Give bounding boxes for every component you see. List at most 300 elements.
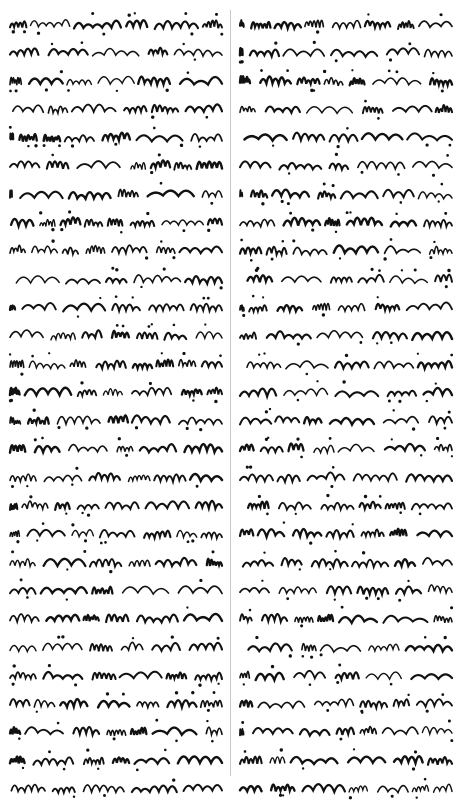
ink-dot	[329, 568, 331, 570]
ink-stroke	[180, 77, 222, 85]
ink-dot	[371, 267, 374, 270]
ink-stroke	[275, 22, 301, 28]
ink-dot	[45, 88, 48, 91]
ink-dot	[267, 437, 269, 439]
ink-dot	[262, 296, 264, 298]
ink-stroke	[185, 276, 222, 283]
ink-stroke	[16, 276, 59, 283]
ink-stroke	[106, 278, 127, 283]
ink-stroke	[131, 221, 155, 226]
ink-dot	[342, 380, 345, 383]
ink-dot	[332, 184, 335, 187]
ink-dot	[140, 285, 142, 287]
verse-line	[234, 234, 456, 262]
ink-stroke	[137, 615, 178, 623]
ink-stroke	[393, 106, 432, 112]
ink-dot	[271, 258, 274, 261]
ink-stroke	[92, 587, 112, 594]
ink-stroke	[46, 615, 79, 621]
ink-dot	[51, 43, 53, 45]
verse-column-left	[4, 8, 226, 778]
ink-stroke	[383, 189, 414, 196]
ink-stroke	[78, 505, 99, 509]
ink-dot	[171, 635, 174, 638]
ink-dot	[242, 314, 245, 317]
ink-dot	[339, 738, 342, 741]
ink-stroke	[435, 274, 452, 281]
ink-dot	[266, 513, 269, 516]
verse-line	[234, 687, 456, 715]
ink-dot	[211, 740, 214, 743]
ink-dot	[136, 768, 139, 771]
ink-stroke	[282, 558, 302, 565]
ink-dot	[116, 324, 119, 327]
ink-stroke	[65, 135, 94, 141]
ink-stroke	[208, 219, 222, 225]
ink-dot	[240, 60, 243, 63]
calligraphy-ink	[234, 432, 456, 460]
ink-stroke	[10, 305, 15, 310]
ink-stroke	[90, 643, 112, 651]
ink-dot	[84, 540, 87, 543]
ink-stroke	[249, 305, 267, 311]
ink-stroke	[318, 615, 333, 622]
ink-stroke	[385, 246, 421, 253]
ink-stroke	[89, 473, 120, 480]
ink-stroke	[376, 304, 400, 310]
ink-stroke	[307, 107, 353, 114]
ink-dot	[97, 767, 99, 769]
ink-dot	[289, 654, 292, 657]
ink-stroke	[74, 21, 121, 29]
ink-dot	[155, 719, 158, 722]
ink-dot	[199, 579, 202, 582]
ink-dot	[306, 372, 309, 375]
ink-dot	[219, 286, 222, 289]
ink-stroke	[391, 221, 416, 227]
ink-stroke	[339, 616, 377, 623]
verse-line	[234, 121, 456, 149]
ink-dot	[398, 400, 401, 403]
ink-stroke	[373, 78, 421, 85]
verse-line	[234, 546, 456, 574]
ink-stroke	[157, 247, 175, 254]
ink-stroke	[78, 390, 97, 396]
ink-stroke	[197, 162, 222, 169]
ink-dot	[67, 89, 70, 92]
ink-stroke	[418, 192, 452, 199]
ink-stroke	[124, 106, 146, 112]
ink-stroke	[178, 586, 222, 593]
calligraphy-ink	[4, 772, 226, 800]
ink-stroke	[10, 645, 36, 651]
ink-dot	[286, 69, 289, 72]
ink-stroke	[122, 642, 143, 650]
ink-stroke	[248, 275, 273, 282]
ink-stroke	[358, 275, 384, 282]
calligraphy-ink	[4, 517, 226, 545]
verse-line	[234, 149, 456, 177]
ink-stroke	[112, 304, 140, 311]
ink-dot	[83, 550, 86, 553]
ink-stroke	[137, 702, 159, 707]
verse-line	[4, 93, 226, 121]
ink-stroke	[131, 728, 147, 735]
ink-stroke	[10, 728, 20, 735]
ink-stroke	[360, 727, 376, 734]
ink-stroke	[149, 304, 184, 310]
ink-dot	[337, 145, 340, 148]
ink-stroke	[44, 475, 81, 481]
verse-line	[234, 348, 456, 376]
ink-dot	[12, 682, 15, 685]
ink-dot	[407, 580, 409, 582]
ink-dot	[145, 257, 148, 260]
ink-stroke	[129, 475, 150, 481]
ink-dot	[399, 511, 402, 514]
ink-dot	[316, 380, 318, 382]
ink-dot	[175, 740, 178, 743]
ink-dot	[41, 437, 44, 440]
calligraphy-ink	[234, 376, 456, 404]
ink-stroke	[10, 77, 21, 85]
ink-dot	[435, 382, 437, 384]
ink-dot	[91, 12, 94, 15]
ink-stroke	[112, 331, 129, 338]
ink-stroke	[106, 615, 128, 622]
ink-stroke	[167, 700, 196, 707]
ink-stroke	[436, 105, 452, 113]
ink-dot	[281, 200, 284, 203]
ink-dot	[33, 409, 36, 412]
verse-line	[234, 631, 456, 659]
ink-stroke	[289, 444, 304, 452]
calligraphy-ink	[234, 659, 456, 687]
ink-stroke	[262, 614, 287, 622]
ink-stroke	[325, 218, 339, 226]
ink-dot	[149, 382, 152, 385]
ink-dot	[219, 354, 222, 357]
ink-dot	[295, 513, 297, 515]
ink-dot	[61, 635, 64, 638]
ink-dot	[172, 256, 175, 259]
ink-stroke	[240, 614, 252, 621]
ink-stroke	[240, 671, 249, 678]
ink-dot	[37, 32, 40, 35]
ink-dot	[326, 709, 329, 712]
ink-stroke	[293, 529, 321, 537]
ink-stroke	[167, 672, 187, 679]
calligraphy-ink	[4, 574, 226, 602]
ink-stroke	[25, 728, 63, 735]
ink-dot	[57, 635, 60, 638]
ink-dot	[114, 143, 117, 146]
ink-dot	[85, 427, 88, 430]
ink-stroke	[126, 20, 147, 27]
ink-stroke	[134, 275, 181, 283]
ink-stroke	[418, 361, 452, 368]
ink-dot	[51, 228, 54, 231]
ink-dot	[73, 796, 75, 798]
ink-stroke	[378, 786, 408, 793]
ink-stroke	[240, 20, 244, 27]
ink-dot	[265, 410, 268, 413]
ink-dot	[260, 69, 263, 72]
verse-line	[234, 206, 456, 234]
ink-dot	[51, 154, 54, 157]
verse-line	[4, 687, 226, 715]
ink-dot	[383, 258, 386, 261]
ink-stroke	[10, 559, 35, 566]
ink-dot	[310, 655, 313, 658]
ink-stroke	[182, 389, 202, 395]
ink-dot	[81, 42, 84, 45]
ink-stroke	[10, 531, 19, 537]
ink-stroke	[129, 560, 150, 566]
ink-stroke	[331, 277, 352, 282]
ink-stroke	[390, 276, 428, 283]
verse-line	[234, 291, 456, 319]
ink-stroke	[84, 785, 125, 792]
ink-dot	[320, 653, 323, 656]
ink-stroke	[107, 730, 126, 736]
ink-dot	[316, 30, 319, 33]
ink-dot	[240, 239, 243, 242]
ink-dot	[205, 116, 208, 119]
ink-stroke	[240, 729, 244, 736]
ink-dot	[202, 297, 205, 300]
ink-dot	[212, 550, 215, 553]
calligraphy-ink	[4, 234, 226, 262]
ink-dot	[26, 485, 28, 487]
ink-dot	[113, 738, 116, 741]
ink-dot	[60, 228, 63, 231]
ink-stroke	[19, 134, 36, 142]
ink-dot	[334, 598, 336, 600]
ink-stroke	[260, 76, 291, 83]
ink-dot	[192, 399, 195, 402]
ink-stroke	[240, 474, 273, 481]
ink-dot	[120, 231, 122, 234]
ink-stroke	[305, 20, 324, 27]
ink-dot	[444, 635, 447, 638]
ink-stroke	[253, 728, 293, 734]
ink-stroke	[279, 503, 311, 510]
ink-stroke	[207, 558, 222, 565]
ink-stroke	[108, 219, 123, 227]
ink-dot	[220, 33, 223, 36]
ink-stroke	[394, 756, 423, 763]
ink-stroke	[69, 445, 107, 452]
ink-stroke	[202, 191, 222, 197]
ink-stroke	[304, 417, 321, 423]
ink-stroke	[240, 701, 252, 708]
ink-stroke	[190, 474, 222, 481]
ink-dot	[360, 341, 363, 344]
ink-dot	[146, 212, 149, 215]
ink-stroke	[357, 587, 388, 595]
ink-stroke	[151, 161, 170, 169]
ink-dot	[364, 495, 367, 498]
ink-stroke	[240, 220, 275, 227]
ink-stroke	[120, 672, 162, 679]
verse-line	[234, 319, 456, 347]
calligraphy-ink	[4, 715, 226, 743]
ink-dot	[367, 13, 369, 15]
ink-stroke	[207, 388, 222, 395]
ink-dot	[388, 69, 391, 72]
ink-dot	[289, 212, 292, 215]
ink-stroke	[98, 76, 134, 84]
ink-dot	[48, 352, 50, 354]
ink-stroke	[330, 418, 374, 425]
ink-stroke	[245, 135, 287, 141]
ink-stroke	[240, 445, 254, 451]
ink-stroke	[57, 416, 100, 424]
ink-dot	[377, 597, 380, 600]
ink-stroke	[240, 786, 262, 791]
ink-dot	[397, 174, 400, 177]
ink-dot	[207, 709, 210, 712]
ink-stroke	[152, 105, 178, 112]
ink-dot	[66, 568, 68, 570]
ink-dot	[102, 33, 105, 36]
verse-line	[4, 772, 226, 800]
verse-line	[4, 546, 226, 574]
ink-stroke	[144, 531, 170, 538]
ink-stroke	[82, 331, 102, 338]
calligraphy-ink	[4, 461, 226, 489]
ink-stroke	[152, 643, 180, 651]
calligraphy-ink	[4, 404, 226, 432]
ink-stroke	[22, 303, 56, 310]
calligraphy-ink	[4, 178, 226, 206]
calligraphy-ink	[4, 687, 226, 715]
ink-dot	[194, 59, 196, 61]
ink-dot	[390, 238, 393, 241]
ink-dot	[353, 748, 355, 750]
ink-stroke	[84, 757, 104, 764]
ink-dot	[60, 70, 63, 73]
calligraphy-ink	[234, 121, 456, 149]
ink-dot	[160, 182, 163, 185]
ink-dot	[282, 794, 284, 796]
ink-stroke	[10, 49, 38, 55]
ink-dot	[447, 268, 450, 271]
verse-line	[4, 574, 226, 602]
ink-stroke	[11, 219, 33, 226]
ink-stroke	[174, 50, 222, 57]
ink-dot	[151, 115, 154, 118]
ink-dot	[87, 514, 90, 517]
verse-line	[234, 602, 456, 630]
verse-line	[234, 36, 456, 64]
ink-dot	[103, 794, 106, 797]
ink-stroke	[369, 644, 399, 651]
ink-stroke	[295, 617, 313, 623]
ink-stroke	[44, 558, 86, 565]
ink-dot	[360, 710, 363, 713]
verse-line	[4, 234, 226, 262]
verse-line	[4, 715, 226, 743]
verse-line	[4, 178, 226, 206]
ink-dot	[346, 211, 349, 214]
calligraphy-ink	[234, 404, 456, 432]
ink-dot	[9, 399, 12, 402]
ink-dot	[326, 494, 329, 497]
ink-stroke	[267, 247, 287, 255]
ink-dot	[339, 258, 341, 260]
ink-stroke	[153, 728, 197, 735]
ink-dot	[9, 353, 11, 355]
verse-line	[234, 178, 456, 206]
ink-stroke	[202, 361, 222, 367]
ink-stroke	[434, 616, 452, 623]
ink-stroke	[312, 559, 348, 566]
ink-dot	[330, 485, 333, 488]
ink-stroke	[186, 104, 222, 111]
ink-dot	[391, 795, 394, 798]
ink-dot	[419, 513, 422, 516]
ink-dot	[148, 325, 151, 328]
ink-dot	[261, 202, 264, 205]
calligraphy-ink	[4, 489, 226, 517]
ink-dot	[48, 750, 51, 753]
ink-stroke	[100, 530, 135, 537]
ink-stroke	[425, 50, 453, 57]
ink-dot	[118, 438, 121, 441]
ink-stroke	[177, 531, 197, 538]
ink-stroke	[278, 305, 303, 311]
verse-line	[4, 206, 226, 234]
calligraphy-ink	[234, 206, 456, 234]
ink-stroke	[293, 248, 327, 256]
ink-dot	[412, 428, 415, 431]
ink-stroke	[406, 644, 452, 650]
ink-stroke	[338, 304, 364, 311]
ink-dot	[451, 456, 453, 458]
ink-stroke	[354, 473, 397, 481]
ink-dot	[182, 43, 184, 45]
ink-stroke	[201, 533, 222, 539]
ink-dot	[180, 144, 183, 147]
verse-line	[234, 517, 456, 545]
ink-dot	[36, 540, 38, 542]
ink-stroke	[13, 105, 44, 112]
ink-dot	[279, 794, 282, 797]
verse-line	[234, 461, 456, 489]
ink-stroke	[103, 389, 122, 396]
ink-stroke	[419, 21, 452, 27]
ink-dot	[164, 748, 167, 751]
ink-stroke	[10, 474, 36, 482]
ink-stroke	[10, 388, 20, 395]
ink-stroke	[347, 218, 382, 226]
ink-dot	[416, 797, 418, 799]
ink-dot	[153, 127, 156, 130]
ink-dot	[182, 229, 185, 232]
ink-stroke	[85, 220, 103, 227]
ink-stroke	[69, 192, 111, 199]
verse-line	[234, 715, 456, 743]
calligraphy-ink	[234, 715, 456, 743]
ink-stroke	[360, 701, 387, 708]
ink-stroke	[156, 558, 197, 566]
calligraphy-ink	[234, 348, 456, 376]
ink-stroke	[10, 21, 26, 27]
calligraphy-ink	[4, 744, 226, 772]
ink-stroke	[240, 305, 244, 311]
